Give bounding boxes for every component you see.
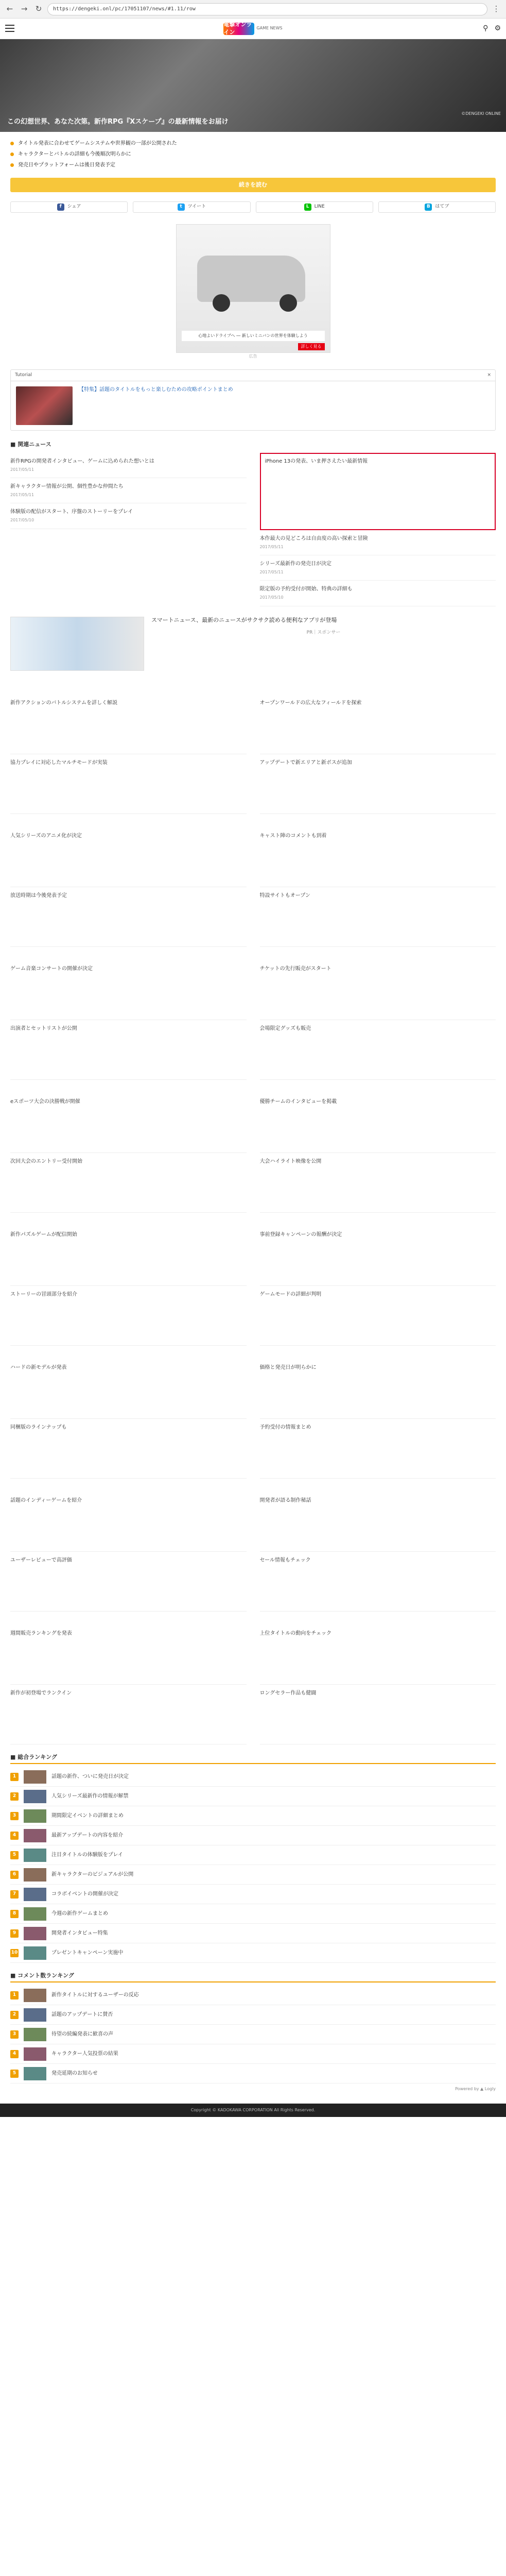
news-item[interactable] — [10, 960, 247, 1020]
news-column — [10, 960, 247, 1080]
news-column — [10, 1226, 247, 1346]
news-item[interactable] — [10, 1419, 247, 1479]
summary-item — [10, 149, 496, 160]
news-item[interactable] — [260, 1492, 496, 1552]
news-column — [260, 827, 496, 947]
forward-icon[interactable]: → — [21, 4, 28, 13]
rank-title[interactable]: 人気シリーズ最新作の情報が解禁 — [51, 1793, 129, 1800]
rank-title[interactable]: 最新アップデートの内容を紹介 — [51, 1833, 124, 1839]
news-column — [10, 1625, 247, 1744]
news-title[interactable]: 次回大会のエントリー受付開始 — [10, 1158, 82, 1164]
news-row — [0, 1226, 506, 1346]
news-title[interactable]: アップデートで新エリアと新ボスが追加 — [259, 759, 352, 766]
rank-thumbnail[interactable] — [24, 1946, 46, 1960]
rank-thumbnail[interactable] — [24, 2047, 46, 2061]
wheel-shape — [213, 294, 230, 312]
header-actions — [483, 24, 501, 33]
facebook-icon: f — [57, 204, 64, 211]
news-title[interactable]: ゲーム音楽コンサートの開催が決定 — [10, 965, 93, 972]
top-ad — [0, 217, 506, 369]
news-item[interactable] — [10, 1625, 247, 1685]
rank-title[interactable]: 話題のアップデートに賛否 — [51, 2012, 113, 2018]
news-column — [260, 453, 496, 606]
native-ad-sponsor: PR｜スポンサー — [306, 630, 341, 636]
summary-item — [10, 138, 496, 149]
rank-number: 8 — [10, 1910, 19, 1918]
news-column — [10, 1492, 247, 1612]
ad-banner[interactable] — [176, 224, 330, 353]
ranking-item[interactable] — [10, 1806, 496, 1826]
rank-title[interactable]: 新キャラクターのビジュアルが公開 — [51, 1872, 134, 1878]
rank-number: 2 — [10, 1792, 19, 1801]
rank-number: 10 — [10, 1949, 19, 1957]
news-column — [260, 1093, 496, 1213]
news-item[interactable] — [260, 1419, 496, 1479]
news-title[interactable]: 同梱版のラインナップも — [10, 1424, 67, 1430]
menu-icon[interactable]: ⋮ — [492, 4, 500, 13]
rank-title[interactable]: キャラクター人気投票の結果 — [51, 2051, 118, 2057]
news-item[interactable] — [10, 478, 247, 503]
share-row — [0, 197, 506, 217]
line-share-button[interactable] — [256, 201, 373, 213]
ranking-item[interactable] — [10, 2044, 496, 2064]
ranking-item[interactable] — [10, 2064, 496, 2083]
news-title[interactable]: 会場限定グッズも販売 — [259, 1025, 311, 1031]
news-title[interactable]: 新作パズルゲームが配信開始 — [10, 1231, 77, 1238]
news-row — [0, 1093, 506, 1213]
rank-thumbnail[interactable] — [24, 1927, 46, 1940]
news-item[interactable] — [10, 694, 247, 754]
news-item[interactable] — [10, 1093, 247, 1153]
rank-thumbnail[interactable] — [24, 1989, 46, 2002]
news-title[interactable]: ゲームモードの詳細が判明 — [259, 1291, 322, 1297]
ranking-item[interactable] — [10, 1986, 496, 2005]
native-ad-copy[interactable]: スマートニュース、最新のニュースがサクサク読める便利なアプリが登場 — [151, 616, 337, 623]
news-column — [10, 694, 247, 814]
ad-copy: 心地よいドライブへ ― 新しいミニバンの世界を体験しよう — [182, 331, 325, 341]
news-title[interactable]: 協力プレイに対応したマルチモードが実装 — [10, 759, 108, 766]
rank-number: 4 — [10, 1832, 19, 1840]
news-date: 2017/05/11 — [259, 570, 284, 575]
news-title[interactable]: 開発者が語る制作秘話 — [259, 1497, 311, 1503]
news-title[interactable]: 大会ハイライト映像を公開 — [259, 1158, 322, 1164]
news-item[interactable] — [10, 1359, 247, 1419]
news-item[interactable] — [260, 530, 496, 555]
tutorial-heading: Tutorial — [15, 372, 32, 378]
news-title[interactable]: 価格と発売日が明らかに — [259, 1364, 317, 1370]
news-item[interactable] — [10, 503, 247, 529]
news-title[interactable]: 特設サイトもオープン — [259, 892, 310, 899]
rank-thumbnail[interactable] — [24, 1888, 46, 1901]
news-row — [0, 694, 506, 814]
settings-icon[interactable]: ⚙ — [494, 24, 501, 32]
news-column — [260, 960, 496, 1080]
native-ad-image[interactable] — [10, 617, 144, 671]
news-item[interactable] — [260, 754, 496, 814]
news-title[interactable]: ロングセラー作品も健闘 — [259, 1690, 317, 1696]
ranking-item[interactable] — [10, 1885, 496, 1904]
rank-thumbnail[interactable] — [24, 2028, 46, 2041]
news-column — [10, 1093, 247, 1213]
ranking-item[interactable] — [10, 1826, 496, 1845]
news-item[interactable] — [260, 1226, 496, 1286]
rank-title[interactable]: 開発者インタビュー特集 — [51, 1930, 108, 1937]
news-title[interactable]: 本作最大の見どころは自由度の高い探索と冒険 — [259, 535, 368, 541]
article-summary — [0, 132, 506, 173]
tutorial-body[interactable] — [11, 381, 495, 430]
news-title[interactable]: オープンワールドの広大なフィールドを探索 — [259, 700, 362, 706]
news-column — [260, 1492, 496, 1612]
browser-toolbar — [0, 0, 506, 19]
comment-ranking-section — [0, 1972, 506, 2083]
news-column — [10, 453, 247, 606]
ranking-list — [10, 1767, 496, 1963]
news-item[interactable] — [10, 453, 247, 478]
news-item[interactable] — [260, 1020, 496, 1080]
rank-thumbnail[interactable] — [24, 1770, 46, 1784]
rank-title[interactable]: 今週の新作ゲームまとめ — [51, 1911, 108, 1917]
summary-item — [10, 160, 496, 171]
bullet-icon — [10, 152, 14, 156]
news-column — [10, 1359, 247, 1479]
logo-badge: 電撃オンライン — [223, 23, 254, 35]
summary-text: キャラクターとバトルの詳細も今後順次明らかに — [18, 151, 131, 157]
news-item[interactable] — [260, 960, 496, 1020]
news-title[interactable]: チケットの先行販売がスタート — [259, 965, 331, 972]
news-item[interactable] — [260, 581, 496, 606]
rank-thumbnail[interactable] — [24, 2008, 46, 2022]
news-title[interactable]: ストーリーの冒頭部分を紹介 — [10, 1291, 77, 1297]
rank-thumbnail[interactable] — [24, 1907, 46, 1921]
logo-subtitle: GAME NEWS — [256, 26, 283, 31]
ranking-item[interactable] — [10, 1865, 496, 1885]
hero-credit: ©DENGEKI ONLINE — [461, 111, 501, 116]
article-title: この幻想世界、あなた次第。新作RPG『Xスケープ』の最新情報をお届け — [7, 118, 229, 126]
rank-thumbnail[interactable] — [24, 1809, 46, 1823]
bullet-icon — [10, 163, 14, 167]
hatena-share-button[interactable] — [378, 201, 496, 213]
rank-thumbnail[interactable] — [24, 1829, 46, 1842]
tutorial-box — [10, 369, 496, 431]
site-logo[interactable] — [223, 23, 282, 35]
news-row — [0, 453, 506, 606]
news-title[interactable]: 話題のインディーゲームを紹介 — [10, 1497, 82, 1503]
news-item[interactable] — [260, 1685, 496, 1744]
rank-title[interactable]: 発売延期のお知らせ — [51, 2071, 98, 2077]
bullet-icon — [10, 142, 14, 145]
news-row — [0, 827, 506, 947]
news-row — [0, 960, 506, 1080]
summary-text: 発売日やプラットフォームは後日発表予定 — [18, 162, 115, 168]
twitter-share-button[interactable] — [133, 201, 250, 213]
share-label: シェア — [67, 204, 81, 210]
line-icon: L — [304, 204, 311, 211]
rank-number: 7 — [10, 1890, 19, 1899]
rank-title[interactable]: コラボイベントの開催が決定 — [51, 1891, 118, 1897]
ranking-item[interactable] — [10, 2005, 496, 2025]
comment-ranking-heading: ■ コメント数ランキング — [10, 1972, 496, 1982]
rank-title[interactable]: 期間限定イベントの詳細まとめ — [51, 1813, 124, 1819]
ranking-item[interactable] — [10, 1787, 496, 1806]
rank-number: 3 — [10, 2030, 19, 2039]
more-button-wrap — [0, 173, 506, 197]
news-date: 2017/05/11 — [259, 544, 284, 549]
news-item[interactable] — [10, 827, 247, 887]
rank-thumbnail[interactable] — [24, 1790, 46, 1803]
highlight-ad[interactable] — [260, 453, 496, 530]
news-title[interactable]: 新作が初登場でランクイン — [10, 1690, 72, 1696]
news-item[interactable] — [10, 887, 247, 947]
search-icon[interactable]: ⚲ — [483, 24, 488, 32]
news-item[interactable] — [10, 754, 247, 814]
close-icon[interactable]: × — [487, 372, 491, 378]
rank-title[interactable]: 話題の新作、ついに発売日が決定 — [51, 1774, 129, 1780]
news-row — [0, 1492, 506, 1612]
news-date: 2017/05/10 — [259, 595, 284, 600]
news-title[interactable]: キャスト陣のコメントも到着 — [259, 833, 327, 839]
news-date: 2017/05/11 — [10, 493, 34, 498]
ranking-item[interactable] — [10, 1767, 496, 1787]
news-item[interactable] — [260, 1359, 496, 1419]
site-footer: Copyright © KADOKAWA CORPORATION All Rights Reserved. — [0, 2104, 506, 2117]
news-column — [260, 1625, 496, 1744]
native-ad[interactable] — [0, 606, 506, 681]
news-row — [0, 1359, 506, 1479]
rank-number: 5 — [10, 2070, 19, 2078]
news-item[interactable] — [260, 827, 496, 887]
news-date: 2017/05/11 — [10, 467, 34, 472]
ad-title[interactable]: iPhone 13の発表、いま押さえたい最新情報 — [265, 458, 368, 464]
hero-image — [0, 39, 506, 132]
news-title[interactable]: 新作RPGの開発者インタビュー、ゲームに込められた想いとは — [10, 458, 154, 464]
hamburger-icon[interactable] — [5, 25, 14, 32]
rank-number: 3 — [10, 1812, 19, 1820]
share-label: ツイート — [187, 204, 206, 210]
news-title[interactable]: 放送時期は今後発表予定 — [10, 892, 67, 899]
news-column — [260, 694, 496, 814]
rank-number: 1 — [10, 1991, 19, 1999]
address-bar[interactable]: https://dengeki.onl/pc/17051107/news/#1.11/row — [47, 3, 487, 15]
news-column — [260, 1226, 496, 1346]
news-title[interactable]: 体験版の配信がスタート、序盤のストーリーをプレイ — [10, 509, 133, 515]
ranking-heading: ■ 総合ランキング — [10, 1754, 496, 1764]
news-item[interactable] — [260, 1153, 496, 1213]
hatena-icon: B — [425, 204, 432, 211]
rank-title[interactable]: 待望の続編発表に歓喜の声 — [51, 2031, 113, 2038]
news-item[interactable] — [10, 1226, 247, 1286]
powered-by: Powered by ▲ Logly — [455, 2087, 496, 2092]
tutorial-link[interactable]: 【特集】話題のタイトルをもっと楽しむための攻略ポイントまとめ — [79, 387, 233, 393]
news-title[interactable]: 人気シリーズのアニメ化が決定 — [10, 833, 82, 839]
related-heading: ■ 関連ニュース — [10, 441, 51, 448]
news-title[interactable]: 予約受付の情報まとめ — [259, 1424, 311, 1430]
news-title[interactable]: セール情報もチェック — [259, 1557, 311, 1563]
news-column — [10, 827, 247, 947]
back-icon[interactable]: ← — [6, 4, 13, 13]
facebook-share-button[interactable] — [10, 201, 128, 213]
news-title[interactable]: 新キャラクター情報が公開、個性豊かな仲間たち — [10, 484, 124, 490]
news-item[interactable] — [260, 887, 496, 947]
news-title[interactable]: 出演者とセットリストが公開 — [10, 1025, 77, 1031]
rank-number: 6 — [10, 1871, 19, 1879]
tutorial-thumbnail[interactable] — [16, 386, 73, 425]
rank-title[interactable]: プレゼントキャンペーン実施中 — [51, 1950, 124, 1956]
native-ad-text — [151, 617, 496, 636]
ranking-item[interactable] — [10, 1845, 496, 1865]
site-header — [0, 19, 506, 39]
ranking-item[interactable] — [10, 1924, 496, 1943]
rank-title[interactable]: 新作タイトルに対するユーザーの反応 — [51, 1992, 139, 1998]
news-item[interactable] — [260, 555, 496, 581]
news-item[interactable] — [10, 1286, 247, 1346]
rank-thumbnail[interactable] — [24, 1849, 46, 1862]
share-label: LINE — [314, 204, 325, 210]
news-item[interactable] — [260, 1625, 496, 1685]
rank-thumbnail[interactable] — [24, 2067, 46, 2080]
share-label: はてブ — [435, 204, 449, 210]
news-title[interactable]: eスポーツ大会の決勝戦が開催 — [10, 1098, 80, 1105]
ranking-item[interactable] — [10, 1904, 496, 1924]
news-item[interactable] — [260, 1286, 496, 1346]
ranking-item[interactable] — [10, 1943, 496, 1963]
tutorial-header — [11, 370, 495, 381]
news-title[interactable]: 事前登録キャンペーンの報酬が決定 — [259, 1231, 342, 1238]
news-item[interactable] — [260, 1093, 496, 1153]
news-item[interactable] — [260, 1552, 496, 1612]
twitter-icon: t — [178, 204, 185, 211]
news-grid — [0, 694, 506, 1744]
ranking-item[interactable] — [10, 2025, 496, 2044]
news-title[interactable]: 週間販売ランキングを発表 — [10, 1630, 72, 1636]
rank-thumbnail[interactable] — [24, 1868, 46, 1882]
ad-label: 広告 — [249, 354, 257, 359]
news-row — [0, 1625, 506, 1744]
rank-number: 2 — [10, 2011, 19, 2019]
reload-icon[interactable]: ↻ — [35, 4, 42, 13]
news-title[interactable]: シリーズ最新作の発売日が決定 — [259, 561, 331, 567]
news-item[interactable] — [260, 694, 496, 754]
comment-ranking-list — [10, 1986, 496, 2083]
read-more-button[interactable]: 続きを読む — [10, 178, 496, 192]
ranking-section — [0, 1754, 506, 1963]
news-column — [260, 1359, 496, 1479]
news-title[interactable]: 優勝チームのインタビューを掲載 — [259, 1098, 337, 1105]
news-title[interactable]: 新作アクションのバトルシステムを詳しく解説 — [10, 700, 118, 706]
ad-cta-button[interactable]: 詳しく見る — [298, 343, 325, 350]
rank-title[interactable]: 注目タイトルの体験版をプレイ — [51, 1852, 123, 1858]
rank-number: 4 — [10, 2050, 19, 2058]
news-item[interactable] — [10, 1552, 247, 1612]
rank-number: 5 — [10, 1851, 19, 1859]
summary-text: タイトル発表に合わせてゲームシステムや世界観の一部が公開された — [18, 141, 177, 146]
rank-number: 9 — [10, 1929, 19, 1938]
news-title[interactable]: 限定版の予約受付が開始、特典の詳細も — [259, 586, 353, 592]
rank-number: 1 — [10, 1773, 19, 1781]
wheel-shape — [280, 294, 297, 312]
news-title[interactable]: ハードの新モデルが発表 — [10, 1364, 67, 1370]
news-item[interactable] — [10, 1685, 247, 1744]
news-title[interactable]: 上位タイトルの動向をチェック — [259, 1630, 331, 1636]
news-item[interactable] — [10, 1020, 247, 1080]
news-date: 2017/05/10 — [10, 518, 34, 523]
news-item[interactable] — [10, 1153, 247, 1213]
news-item[interactable] — [10, 1492, 247, 1552]
news-title[interactable]: ユーザーレビューで高評価 — [10, 1557, 72, 1563]
